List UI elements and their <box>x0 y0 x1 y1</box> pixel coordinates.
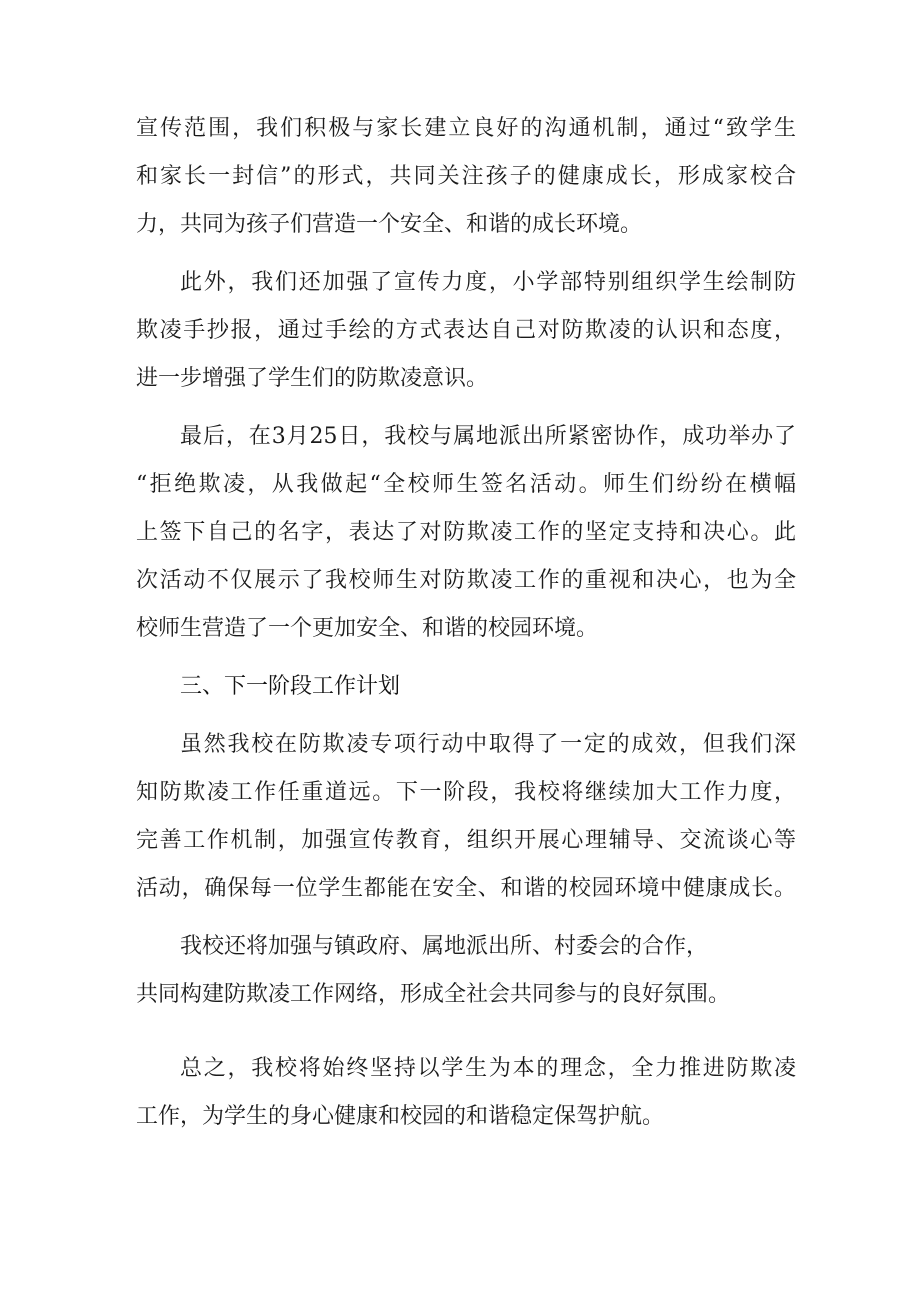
text-line: 最后，在3月25日，我校与属地派出所紧密协作，成功举办了 <box>180 424 796 449</box>
text-line: 上签下自己的名字，表达了对防欺凌工作的坚定支持和决心。此 <box>136 520 796 545</box>
paragraph-publicity <box>136 259 796 403</box>
section-heading: 三、下一阶段工作计划 <box>180 674 401 699</box>
text-line: 力，共同为孩子们营造一个安全、和谐的成长环境。 <box>136 212 643 237</box>
text-line: 活动，确保每一位学生都能在安全、和谐的校园环境中健康成长。 <box>136 876 796 901</box>
text-line: 总之，我校将始终坚持以学生为本的理念，全力推进防欺凌 <box>180 1056 796 1081</box>
document-body <box>136 105 796 1141</box>
paragraph-signature-activity <box>136 413 796 653</box>
paragraph-conclusion <box>136 1045 796 1141</box>
text-line: 工作，为学生的身心健康和校园的和谐稳定保驾护航。 <box>136 1104 665 1129</box>
text-line: 和家长一封信”的形式，共同关注孩子的健康成长，形成家校合 <box>136 164 796 189</box>
paragraph-home-school-communication <box>136 105 796 249</box>
paragraph-cooperation <box>136 923 796 1019</box>
text-line: 知防欺凌工作任重道远。下一阶段，我校将继续加大工作力度， <box>136 780 796 805</box>
text-line: 此外，我们还加强了宣传力度，小学部特别组织学生绘制防 <box>180 270 796 295</box>
text-line: 校师生营造了一个更加安全、和谐的校园环境。 <box>136 616 599 641</box>
text-line: 欺凌手抄报，通过手绘的方式表达自己对防欺凌的认识和态度， <box>136 318 796 343</box>
text-line: 完善工作机制，加强宣传教育，组织开展心理辅导、交流谈心等 <box>136 828 796 853</box>
text-line: 宣传范围，我们积极与家长建立良好的沟通机制，通过“致学生 <box>136 116 796 141</box>
text-line: 次活动不仅展示了我校师生对防欺凌工作的重视和决心，也为全 <box>136 568 796 593</box>
text-line: 虽然我校在防欺凌专项行动中取得了一定的成效，但我们深 <box>180 732 796 757</box>
text-line: 共同构建防欺凌工作网络，形成全社会共同参与的良好氛围。 <box>136 982 731 1007</box>
text-line: 进一步增强了学生们的防欺凌意识。 <box>136 366 489 391</box>
text-line: “拒绝欺凌，从我做起“全校师生签名活动。师生们纷纷在横幅 <box>136 472 796 497</box>
paragraph-next-steps <box>136 721 796 913</box>
text-line: 我校还将加强与镇政府、属地派出所、村委会的合作， <box>180 934 709 959</box>
